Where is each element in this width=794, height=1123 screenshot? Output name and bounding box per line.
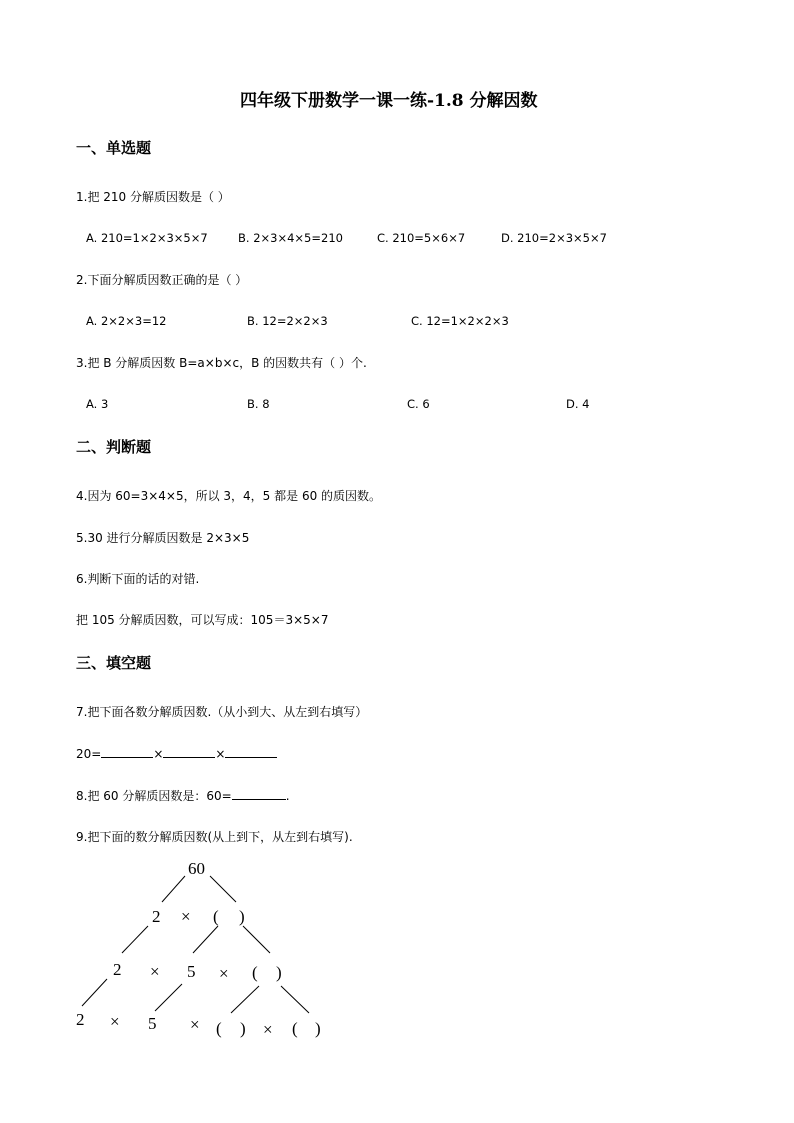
question-6-stem: 6.判断下面的话的对错. [76, 572, 200, 586]
factor-tree-diagram [0, 850, 400, 1050]
tree-row1-times: × [181, 907, 191, 926]
tree-branch [193, 926, 218, 953]
tree-row2-times: × [219, 964, 229, 983]
tree-branch [231, 986, 259, 1013]
tree-branch [162, 876, 185, 902]
question-1-option-b[interactable]: B. 2×3×4×5=210 [238, 231, 343, 245]
question-7-blank-2[interactable] [163, 745, 215, 758]
tree-row3-times: × [263, 1020, 273, 1039]
question-2-stem: 2.下面分解质因数正确的是（ ） [76, 273, 248, 287]
question-8-line [76, 787, 290, 804]
tree-row2-factor: 2 [113, 960, 122, 979]
question-4-stem: 4.因为 60=3×4×5，所以 3，4，5 都是 60 的质因数。 [76, 489, 382, 503]
question-2-option-c[interactable]: C. 12=1×2×2×3 [411, 314, 509, 328]
question-7-blank-3[interactable] [225, 745, 277, 758]
question-5-stem: 5.30 进行分解质因数是 2×3×5 [76, 531, 250, 545]
question-2-option-a[interactable]: A. 2×2×3=12 [86, 314, 167, 328]
page-title: 四年级下册数学一课一练-1.8 分解因数 [240, 91, 538, 111]
question-7-blank-1[interactable] [101, 745, 153, 758]
tree-row3-close-paren: ) [240, 1019, 246, 1038]
tree-branch [82, 979, 107, 1006]
question-7-answer-line [76, 745, 277, 761]
tree-row2-open-paren: ( [252, 963, 258, 982]
tree-row2-close-paren: ) [276, 963, 282, 982]
question-2-option-b[interactable]: B. 12=2×2×3 [247, 314, 328, 328]
tree-branch [243, 926, 270, 953]
section-heading-true-false: 二、判断题 [76, 438, 152, 456]
tree-row3-factor: 5 [148, 1014, 157, 1033]
tree-root-number: 60 [188, 859, 205, 878]
question-3-stem: 3.把 B 分解质因数 B=a×b×c，B 的因数共有（ ）个. [76, 356, 367, 370]
question-3-option-d[interactable]: D. 4 [566, 397, 590, 411]
tree-branch [281, 986, 309, 1013]
question-8-blank[interactable] [232, 787, 286, 800]
section-heading-fill-in: 三、填空题 [76, 654, 152, 672]
question-6-statement: 把 105 分解质因数，可以写成：105＝3×5×7 [76, 613, 329, 627]
times-sign: × [215, 747, 226, 761]
question-9-stem: 9.把下面的数分解质因数(从上到下，从左到右填写). [76, 830, 353, 844]
question-1-option-c[interactable]: C. 210=5×6×7 [377, 231, 466, 245]
tree-row3-close-paren: ) [315, 1019, 321, 1038]
question-8-tail: . [285, 789, 290, 803]
tree-row3-open-paren: ( [292, 1019, 298, 1038]
question-1-option-a[interactable]: A. 210=1×2×3×5×7 [86, 231, 208, 245]
tree-row2-factor: 5 [187, 962, 196, 981]
question-7-lead: 20= [76, 747, 102, 761]
tree-row1-open-paren: ( [213, 907, 219, 926]
tree-row3-factor: 2 [76, 1010, 85, 1029]
tree-branch [155, 984, 182, 1011]
question-3-option-c[interactable]: C. 6 [407, 397, 430, 411]
tree-row3-open-paren: ( [216, 1019, 222, 1038]
question-1-stem: 1.把 210 分解质因数是（ ） [76, 190, 230, 204]
tree-row3-times: × [110, 1012, 120, 1031]
question-1-option-d[interactable]: D. 210=2×3×5×7 [501, 231, 607, 245]
question-3-option-a[interactable]: A. 3 [86, 397, 109, 411]
tree-row1-factor: 2 [152, 907, 161, 926]
times-sign: × [153, 747, 164, 761]
tree-row2-times: × [150, 962, 160, 981]
section-heading-single-choice: 一、单选题 [76, 139, 152, 157]
tree-branch [122, 926, 148, 953]
question-7-stem: 7.把下面各数分解质因数.（从小到大、从左到右填写） [76, 705, 368, 719]
question-3-option-b[interactable]: B. 8 [247, 397, 270, 411]
question-8-lead: 8.把 60 分解质因数是：60= [76, 789, 232, 803]
tree-row3-times: × [190, 1015, 200, 1034]
tree-row1-close-paren: ) [239, 907, 245, 926]
tree-branch [210, 876, 236, 902]
